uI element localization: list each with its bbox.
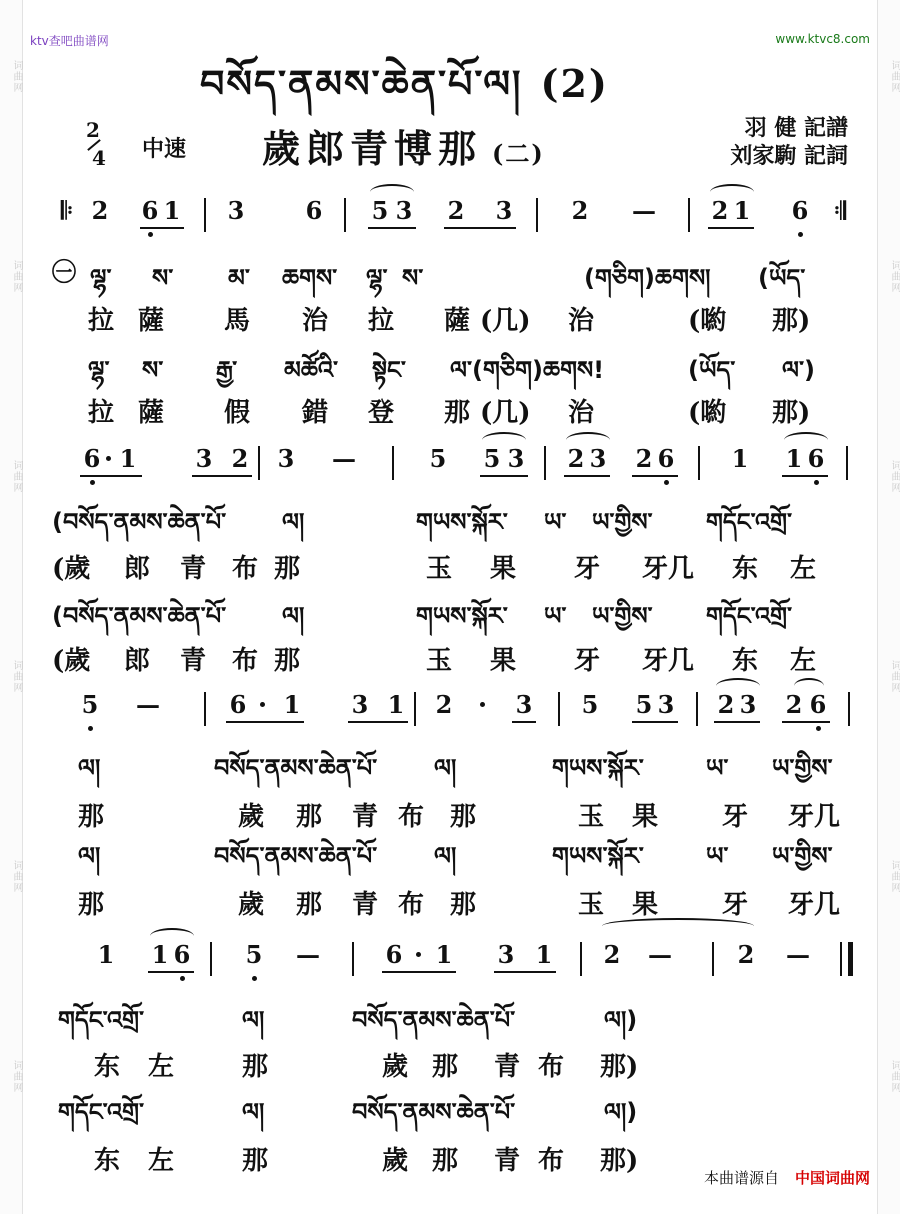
barline [414, 692, 416, 726]
barline [536, 198, 538, 232]
note: 2 [603, 940, 621, 969]
note: 6 [385, 940, 403, 969]
note: 3 [507, 444, 525, 473]
dash: — [136, 690, 160, 719]
watermark-text: 词曲网 [11, 1060, 22, 1093]
meter-top: 2 [86, 118, 100, 142]
watermark-text: 词曲网 [889, 1060, 900, 1093]
note: 1 [151, 940, 169, 969]
slur [482, 432, 526, 448]
tie [602, 918, 754, 934]
note: 3 [277, 444, 295, 473]
slur [784, 432, 828, 448]
beam [348, 721, 408, 723]
lyric-tibetan-2-2: (བསོད་ནམས་ཆེན་པོ་ ལ། གཡས་སྐོར་ ཡ་ ཡ་གྱིས་ གདོང་འགྲོ་ [52, 602, 793, 630]
low-dot [148, 232, 153, 237]
lyric-chinese-1-1: 拉 薩 馬 治 拉 薩 (几) 治 (喲 那) [88, 306, 811, 336]
beam [148, 971, 194, 973]
note: 6 [141, 196, 159, 225]
watermark-text: 词曲网 [889, 260, 900, 293]
barline [840, 942, 842, 976]
dash: — [632, 196, 656, 225]
slur [150, 928, 194, 944]
tempo-marking: 中速 [142, 136, 187, 162]
barline [688, 198, 690, 232]
watermark-text: 词曲网 [889, 660, 900, 693]
slur [716, 678, 760, 694]
note: 6 [809, 690, 827, 719]
song-title [262, 118, 545, 173]
watermark-text: 词曲网 [889, 60, 900, 93]
time-signature [82, 118, 104, 170]
low-dot [90, 480, 95, 485]
score-system-3 [52, 690, 860, 736]
note: 5 [581, 690, 599, 719]
beam [632, 721, 678, 723]
note: 2 [447, 196, 465, 225]
lyric-chinese-2-2: (歲 郎 青 布 那 玉 果 牙 牙几 东 左 [52, 646, 817, 676]
lyric-tibetan-1-2: ལྷ་ ས་ རྒྱ་ མཚོའི་ སྟེང་ ལ་ (གཅིག)ཆགས! (ཡོད་ ལ་) [88, 356, 815, 384]
note: 2 [785, 690, 803, 719]
watermark-text: 词曲网 [11, 660, 22, 693]
beam [714, 721, 760, 723]
score-system-2 [52, 444, 860, 490]
source-footer [704, 1167, 870, 1188]
dash: — [332, 444, 356, 473]
note: 2 [711, 196, 729, 225]
barline [848, 692, 850, 726]
note: 1 [785, 444, 803, 473]
beam [782, 721, 830, 723]
barline [696, 692, 698, 726]
note: 2 [567, 444, 585, 473]
note: 1 [535, 940, 553, 969]
note: 6 [229, 690, 247, 719]
note: 5 [635, 690, 653, 719]
note: 3 [739, 690, 757, 719]
credit-notation: 羽 健 記譜 [744, 115, 848, 141]
credits [688, 114, 848, 170]
beam [782, 475, 828, 477]
watermark-text: 词曲网 [11, 260, 22, 293]
augmentation-dot [480, 702, 485, 707]
slur [370, 184, 414, 200]
song-title-sub: (二) [492, 139, 545, 168]
lyric-tibetan-2-1: (བསོད་ནམས་ཆེན་པོ་ ལ། གཡས་སྐོར་ ཡ་ ཡ་གྱིས་ གདོང་འགྲོ་ [52, 508, 793, 536]
note: 2 [635, 444, 653, 473]
lyric-chinese-1-2: 拉 薩 假 錯 登 那 (几) 治 (喲 那) [88, 398, 811, 428]
low-dot [664, 480, 669, 485]
slur [710, 184, 754, 200]
slur [566, 432, 610, 448]
augmentation-dot [106, 456, 111, 461]
barline [698, 446, 700, 480]
low-dot [814, 480, 819, 485]
note: 2 [717, 690, 735, 719]
left-watermark-strip [0, 0, 23, 1214]
note: 5 [81, 690, 99, 719]
lyric-chinese-4-1: 东 左 那 歲 那 青 布 那) [94, 1052, 639, 1082]
score-system-4 [52, 940, 860, 986]
watermark-text: 词曲网 [11, 860, 22, 893]
lyric-tibetan-3-2: ལ། བསོད་ནམས་ཆེན་པོ་ ལ། གཡས་སྐོར་ ཡ་ ཡ་གྱིས་ [78, 842, 833, 870]
beam [80, 475, 142, 477]
note: 3 [351, 690, 369, 719]
note: 2 [91, 196, 109, 225]
note: 1 [435, 940, 453, 969]
note: 1 [731, 444, 749, 473]
barline [392, 446, 394, 480]
note: 5 [245, 940, 263, 969]
note: 2 [737, 940, 755, 969]
lyric-tibetan-4-1: གདོང་འགྲོ་ ལ། བསོད་ནམས་ཆེན་པོ་ ལ།) [58, 1006, 638, 1034]
barline [344, 198, 346, 232]
note: 5 [429, 444, 447, 473]
note: 1 [97, 940, 115, 969]
barline [712, 942, 714, 976]
barline [580, 942, 582, 976]
note: 6 [791, 196, 809, 225]
note: 3 [515, 690, 533, 719]
tibetan-title-text: བསོད་ནམས་ཆེན་པོ་ལ། [200, 62, 523, 106]
note: 6 [83, 444, 101, 473]
barline [846, 446, 848, 480]
low-dot [816, 726, 821, 731]
note: 3 [227, 196, 245, 225]
dash: — [786, 940, 810, 969]
note: 3 [495, 196, 513, 225]
repeat-end: 𝄇 [834, 196, 846, 225]
note: 6 [807, 444, 825, 473]
note: 1 [733, 196, 751, 225]
barline [204, 692, 206, 726]
note: 5 [483, 444, 501, 473]
lyric-chinese-2-1: (歲 郎 青 布 那 玉 果 牙 牙几 东 左 [52, 554, 817, 584]
watermark-text: 词曲网 [889, 460, 900, 493]
beam [494, 971, 556, 973]
note: 5 [371, 196, 389, 225]
barline [258, 446, 260, 480]
final-barline [848, 942, 853, 976]
augmentation-dot [416, 952, 421, 957]
note: 1 [387, 690, 405, 719]
low-dot [798, 232, 803, 237]
title-number: (2) [540, 61, 609, 106]
augmentation-dot [260, 702, 265, 707]
note: 6 [173, 940, 191, 969]
barline [352, 942, 354, 976]
beam [512, 721, 536, 723]
note: 1 [163, 196, 181, 225]
note: 3 [497, 940, 515, 969]
beam [564, 475, 610, 477]
lyric-tibetan-1-1: ㊀ ལྷ་ ས་ མ་ ཆགས་ ལྷ་ ས་ (གཅིག)ཆགས། (ཡོད་ [52, 258, 806, 292]
low-dot [180, 976, 185, 981]
watermark-text: 词曲网 [11, 460, 22, 493]
slur [794, 678, 824, 694]
barline [558, 692, 560, 726]
barline [210, 942, 212, 976]
note: 2 [571, 196, 589, 225]
beam [632, 475, 678, 477]
beam [192, 475, 252, 477]
beam [140, 227, 184, 229]
beam [382, 971, 456, 973]
low-dot [252, 976, 257, 981]
watermark-text: 词曲网 [889, 860, 900, 893]
dash: — [296, 940, 320, 969]
lyric-chinese-3-1: 那 歲 那 青 布 那 玉 果 牙 牙几 [78, 802, 841, 832]
barline [204, 198, 206, 232]
meter-bottom: 4 [92, 146, 106, 170]
credit-lyrics: 刘家駒 記詞 [730, 143, 848, 169]
low-dot [88, 726, 93, 731]
note: 3 [195, 444, 213, 473]
beam [480, 475, 528, 477]
note: 3 [657, 690, 675, 719]
note: 6 [305, 196, 323, 225]
note: 1 [119, 444, 137, 473]
note: 2 [435, 690, 453, 719]
note: 1 [283, 690, 301, 719]
note: 2 [231, 444, 249, 473]
barline [544, 446, 546, 480]
beam [708, 227, 754, 229]
source-label: 本曲谱源自 [703, 1169, 779, 1187]
site-link-left[interactable]: ktv查吧曲谱网 [30, 34, 109, 48]
lyric-chinese-4-2: 东 左 那 歲 那 青 布 那) [94, 1146, 639, 1176]
right-watermark-strip [877, 0, 900, 1214]
note: 3 [589, 444, 607, 473]
beam [226, 721, 304, 723]
source-site-link[interactable]: 中国词曲网 [794, 1169, 870, 1187]
lyric-tibetan-4-2: གདོང་འགྲོ་ ལ། བསོད་ནམས་ཆེན་པོ་ ལ།) [58, 1098, 638, 1126]
note: 3 [395, 196, 413, 225]
lyric-tibetan-3-1: ལ། བསོད་ནམས་ཆེན་པོ་ ལ། གཡས་སྐོར་ ཡ་ ཡ་གྱིས་ [78, 754, 833, 782]
score-system-1 [52, 196, 860, 242]
beam [444, 227, 516, 229]
beam [368, 227, 416, 229]
watermark-text: 词曲网 [11, 60, 22, 93]
repeat-start: 𝄆 [61, 196, 73, 225]
site-link-right[interactable]: www.ktvc8.com [775, 32, 870, 46]
note: 6 [657, 444, 675, 473]
lyric-chinese-3-2: 那 歲 那 青 布 那 玉 果 牙 牙几 [78, 890, 841, 920]
dash: — [648, 940, 672, 969]
song-title-text: 歲郎青博那 [262, 126, 483, 171]
